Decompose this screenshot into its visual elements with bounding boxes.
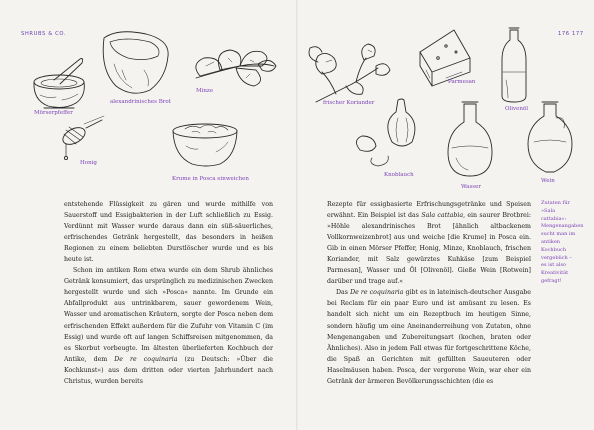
mortar-pestle-illustration [34,59,84,109]
honey-dipper-illustration [60,116,104,160]
bread-illustration [103,32,168,93]
wine-amphora-illustration [528,102,572,172]
caption-wasser: Wasser [461,184,481,190]
caption-olivenoel: Olivenöl [505,106,529,112]
caption-moerserpfeffer: Mörserpfeffer [34,110,73,116]
page-numbers: 176 177 [558,31,584,37]
right-body-text [327,199,531,387]
olive-oil-bottle-illustration [502,28,526,102]
margin-note: Zutaten für »Sala cattabia«: Mengenangaben sucht man im antiken Kochbuch vergeblich – es ist also Kreativität gefragt! [541,200,584,284]
caption-brot: alexandrinisches Brot [110,99,171,105]
parmesan-illustration [420,30,470,86]
bowl-illustration [173,124,237,166]
caption-koriander: frischer Koriander [323,100,375,106]
garlic-illustration [356,99,414,166]
right-p2-start: Das [336,289,348,297]
caption-knoblauch: Knoblauch [384,172,414,178]
left-book-title: De re coquinaria [114,355,178,363]
coriander-illustration [309,44,390,102]
right-paragraph-2 [327,287,531,386]
left-p2-end: (zu Deutsch: »Über die Kochkunst«) aus dem dritten oder vierten Jahrhundert nach Christus, wurden bereits [64,355,273,385]
mint-illustration [196,50,276,86]
water-carafe-illustration [448,102,492,176]
running-title: SHRUBS & CO. [21,31,67,37]
right-p2-end: gibt es in lateinisch-deutscher Ausgabe bei Reclam für ein paar Euro und ist amüsant zu lesen. Es handelt sich nicht um ein Rezeptbuch im heutigen Sinne, sondern häufig um eine Aneinanderreihung von Zutaten, ohne Mengenangaben und Zubereitungsart (kochen, braten oder Ähnliches). Also in jedem Fall etwas für fortgeschrittene Köche, die Spaß an Gerichten mit gefüllten Saueuteren oder Haselmäusen haben. Posca, der vergorene Wein, war eher ein Getränk der ärmeren Bevölkerungsschichten (die es [327,289,531,385]
left-paragraph-2 [64,265,273,387]
caption-honig: Honig [80,160,97,166]
caption-minze: Minze [196,88,214,94]
right-p1-start: Rezepte für essigbasierte Erfrischungsgetränke und Speisen erwähnt. Ein Beispiel ist das [327,201,531,220]
right-paragraph-1 [327,199,531,287]
ingredient-illustrations [0,0,594,200]
left-body-text [64,199,273,387]
caption-krume: Krume in Posca einweichen [172,176,249,182]
caption-wein: Wein [541,178,555,184]
right-p1-end: , ein saurer Brotbrei: »Höhle alexandrinisches Brot [ähnlich altbackenem Vollkornweizenbrot] aus und weiche [die Krume] in Posca ein. Gib in einen Mörser Pfeffer, Honig, Minze, Knoblauch, frischen Koriander, mit Salz gewürztes Kuhkäse [zum Beispiel Parmesan], Wasser und Öl [Olivenöl]. Gieße Wein [Rotwein] darüber und trage auf.« [327,212,531,286]
left-p2-start: Schon im antiken Rom etwa wurde ein dem Shrub ähnliches Getränk konsumiert, das ursprünglich zu medizinischen Zwecken hergestellt wurde und sich »Posca« nannte. Im Grunde ein Abfallprodukt aus untrinkbarem, sauer gewordenem Wein, Wasser und aromatischen Kräutern, sorgte der Posca neben dem erfrischenden Effekt außerdem für die Zufuhr von Vitamin C (im Essig) und wurde oft auf langen Schiffsreisen mitgenommen, da es Skorbut vorbeugte. Im ältesten überlieferten Kochbuch der Antike, dem [64,267,273,363]
right-recipe-title: Sala cattabia [421,212,464,220]
left-paragraph-1: entstehende Flüssigkeit zu gären und wurde mithilfe von Sauerstoff und Essigbakterien in der Luft schließlich zu Essig. Verdünnt mit Wasser wurde daraus dann ein süß-säuerliches, erfrischendes Getränk hergestellt, das besonders in heißen Regionen zu einem beliebten Durstlöscher wurde und es bis heute ist. [64,201,273,264]
right-book-title: De re coquinaria [350,289,404,297]
caption-parmesan: Parmesan [448,79,476,85]
